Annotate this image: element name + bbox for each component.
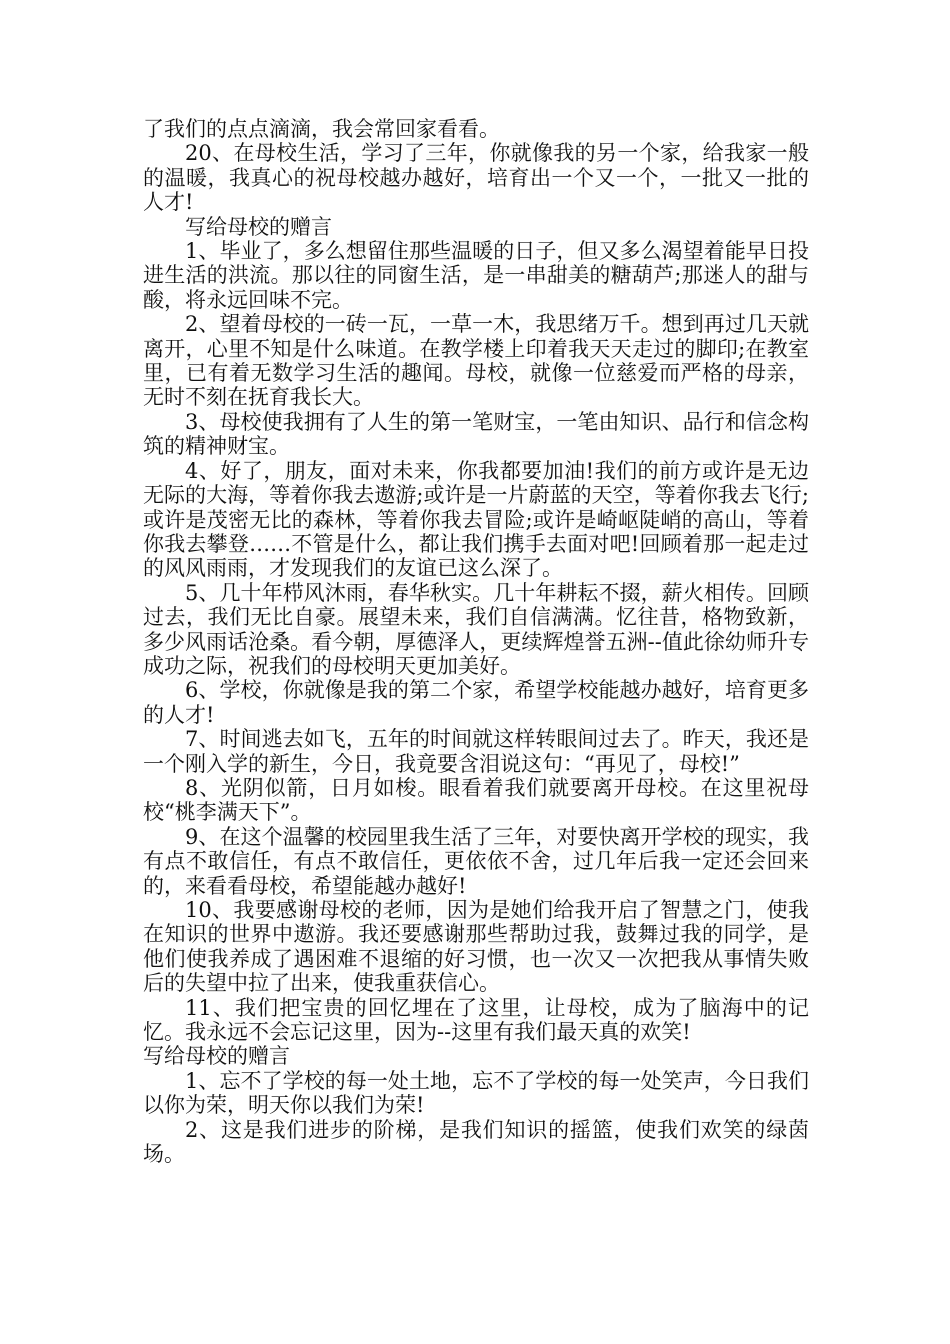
paragraph-4: 4、好了，朋友，面对未来，你我都要加油!我们的前方或许是无边无际的大海，等着你我去遨游;或许是一片蔚蓝的天空，等着你我去飞行;或许是茂密无比的森林，等着你我去冒险;或许是崎岖陡峭的高山，等着你我去攀登……不管是什么，都让我们携手去面对吧!回顾着那一起走过的风风雨雨，才发现我们的友谊已这么深了。: [143, 458, 809, 581]
paragraph-20: 20、在母校生活，学习了三年，你就像我的另一个家，给我家一般的温暖，我真心的祝母校越办越好，培育出一个又一个，一批又一批的人才!: [143, 141, 809, 215]
paragraph-3: 3、母校使我拥有了人生的第一笔财宝，一笔由知识、品行和信念构筑的精神财宝。: [143, 409, 809, 459]
paragraph-7: 7、时间逃去如飞，五年的时间就这样转眼间过去了。昨天，我还是一个刚入学的新生，今日，我竟要含泪说这句：“再见了，母校!”: [143, 727, 809, 776]
section-heading-2: 写给母校的赠言: [143, 1044, 290, 1069]
paragraph-2: 2、望着母校的一砖一瓦，一草一木，我思绪万千。想到再过几天就离开，心里不知是什么味道。在教学楼上印着我天天走过的脚印;在教室里，已有着无数学习生活的趣闻。母校，就像一位慈爱而严格的母亲，无时不刻在抚育我长大。: [143, 312, 809, 410]
paragraph-11: 11、我们把宝贵的回忆埋在了这里，让母校，成为了脑海中的记忆。我永远不会忘记这里，因为--这里有我们最天真的欢笑!: [143, 995, 809, 1045]
paragraph-6: 6、学校，你就像是我的第二个家，希望学校能越办越好，培育更多的人才!: [143, 678, 809, 727]
paragraph-8: 8、光阴似箭，日月如梭。眼看着我们就要离开母校。在这里祝母校“桃李满天下”。: [143, 775, 809, 825]
paragraph-2-1: 1、忘不了学校的每一处土地，忘不了学校的每一处笑声，今日我们以你为荣，明天你以我们为荣!: [143, 1068, 809, 1118]
paragraph-10: 10、我要感谢母校的老师，因为是她们给我开启了智慧之门，使我在知识的世界中遨游。我还要感谢那些帮助过我，鼓舞过我的同学，是他们使我养成了遇困难不退缩的好习惯，也一次又一次把我从事情失败后的失望中拉了出来，使我重获信心。: [143, 898, 809, 996]
paragraph-9: 9、在这个温馨的校园里我生活了三年，对要快离开学校的现实，我有点不敢信任，有点不敢信任，更依依不舍，过几年后我一定还会回来的，来看看母校，希望能越办越好!: [143, 824, 809, 898]
section-heading-1: 写给母校的赠言: [185, 214, 332, 239]
paragraph-2-2: 2、这是我们进步的阶梯，是我们知识的摇篮，使我们欢笑的绿茵场。: [143, 1117, 809, 1167]
paragraph-1: 1、毕业了，多么想留住那些温暖的日子，但又多么渴望着能早日投进生活的洪流。那以往的同窗生活，是一串甜美的糖葫芦;那迷人的甜与酸，将永远回味不完。: [143, 239, 809, 312]
paragraph-5: 5、几十年栉风沐雨，春华秋实。几十年耕耘不掇，薪火相传。回顾过去，我们无比自豪。展望未来，我们自信满满。忆往昔，格物致新，多少风雨话沧桑。看今朝，厚德泽人，更续辉煌誉五洲--值此徐幼师升专成功之际，祝我们的母校明天更加美好。: [143, 580, 809, 678]
paragraph-continuation: 了我们的点点滴滴，我会常回家看看。: [143, 117, 500, 141]
document-page: [143, 117, 809, 1166]
